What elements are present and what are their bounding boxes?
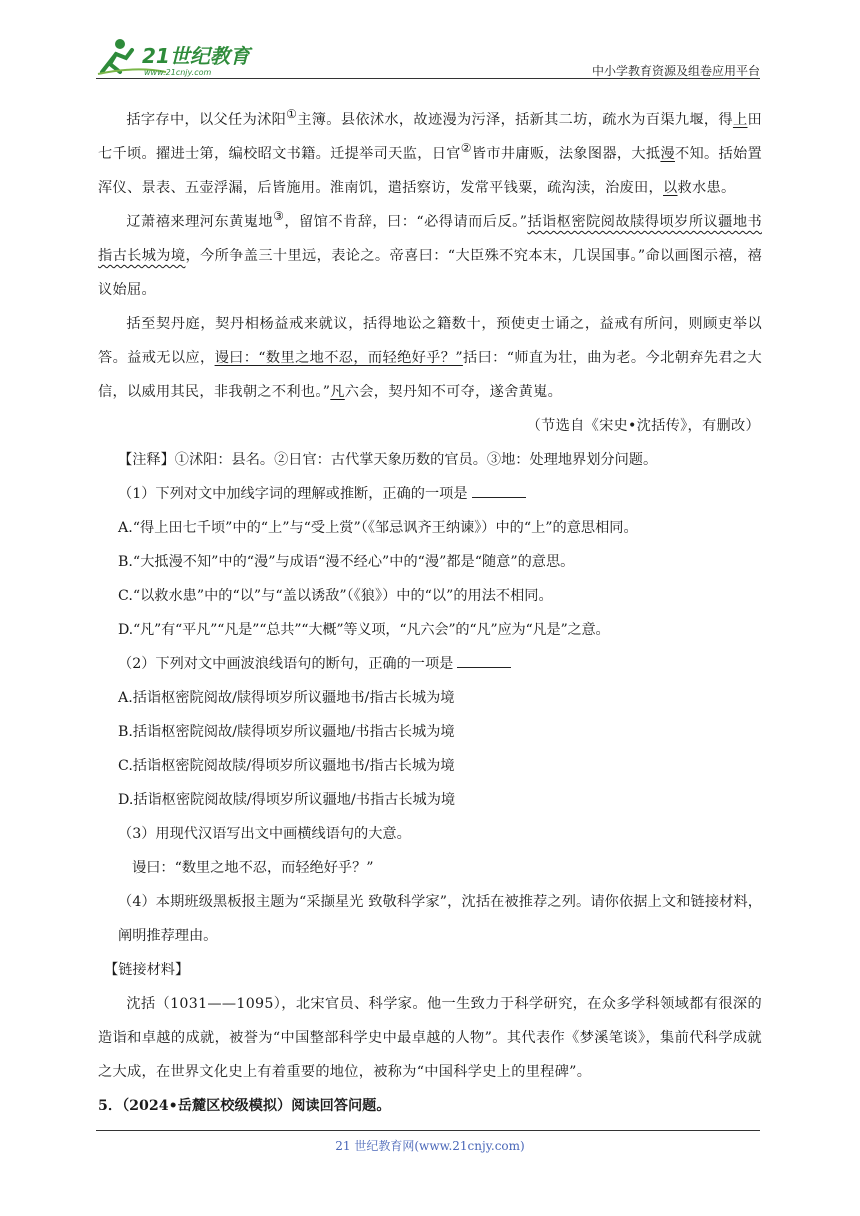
- q1-option-d: D.“凡”有“平凡”“凡是”“总共”“大概”等义项，“凡六会”的“凡”应为“凡是”之意。: [118, 622, 610, 638]
- svg-text:www.21cnjy.com: www.21cnjy.com: [144, 68, 212, 77]
- header-divider: [96, 78, 760, 79]
- question-3: （3）用现代汉语写出文中画横线语句的大意。: [118, 826, 411, 842]
- question-5: 5．（2024•岳麓区校级模拟）阅读回答问题。: [98, 1098, 391, 1114]
- q2-option-c: C.括诣枢密院阅故牍/得顷岁所议疆地书/指古长城为境: [118, 758, 455, 774]
- page-header: [96, 36, 760, 80]
- question-1: （1）下列对文中加线字词的理解或推断，正确的一项是: [98, 477, 762, 511]
- question-4: （4）本期班级黑板报主题为“采撷星光 致敬科学家”，沈括在被推荐之列。请你依据上文和链接材料，阐明推荐理由。: [118, 894, 762, 944]
- question-2: （2）下列对文中画波浪线语句的断句，正确的一项是: [98, 647, 762, 681]
- answer-blank: [472, 485, 526, 498]
- platform-name: 中小学教育资源及组卷应用平台: [591, 64, 760, 78]
- link-material-text: 沈括（1031——1095），北宋官员、科学家。他一生致力于科学研究，在众多学科领域都有很深的造诣和卓越的成就，被誉为“中国整部科学史中最卓越的人物”。其代表作《梦溪笔谈》，集前代科学成就之大成，在世界文化史上有着重要的地位，被称为“中国科学史上的里程碑”。: [98, 996, 762, 1080]
- q1-option-b: B.“大抵漫不知”中的“漫”与成语“漫不经心”中的“漫”都是“随意”的意思。: [118, 554, 575, 570]
- q1-option-c: C.“以救水患”中的“以”与“盖以诱敌”（《狼》）中的“以”的用法不相同。: [118, 588, 553, 604]
- link-material-title: 【链接材料】: [104, 962, 190, 978]
- passage-paragraph-3: 括至契丹庭，契丹相杨益戒来就议，括得地讼之籍数十，预使吏士诵之，益戒有所问，则顾吏举以答。益戒无以应，谩曰：“数里之地不忍，而轻绝好乎？”括曰：“师直为壮，曲为老。今北朝弃先君之大信，以威用其民，非我朝之不利也。”凡六会，契丹知不可夺，遂舍黄嵬。: [98, 316, 762, 400]
- passage-source: （节选自《宋史•沈括传》，有删改）: [526, 418, 760, 434]
- q2-option-d: D.括诣枢密院阅故牍/得顷岁所议疆地/书指古长城为境: [118, 792, 456, 808]
- footer-divider: [96, 1130, 760, 1131]
- answer-blank: [457, 655, 511, 668]
- underlined-sentence: 谩曰：“数里之地不忍，而轻绝好乎？”: [214, 350, 463, 366]
- notes: 【注释】①沭阳：县名。②日官：古代掌天象历数的官员。③地：处理地界划分问题。: [118, 452, 658, 468]
- question-3-quote: 谩曰：“数里之地不忍，而轻绝好乎？”: [132, 860, 374, 876]
- svg-text:21世纪教育: 21世纪教育: [142, 44, 250, 68]
- document-body: [98, 103, 762, 1123]
- passage-paragraph-1: 括字存中，以父任为沭阳①主簿。县依沭水，故迹漫为污泽，括新其二坊，疏水为百渠九堰，得上田七千顷。擢进士第，编校昭文书籍。迁提举司天监，日官②皆市井庸贩，法象图器，大抵漫不知。括始置浑仪、景表、五壶浮漏，后皆施用。淮南饥，遣括察访，发常平钱粟，疏沟渎，治废田，以救水患。: [98, 107, 762, 196]
- footer-text: 21 世纪教育网(www.21cnjy.com): [335, 1139, 525, 1153]
- logo-21cnjy: [96, 36, 266, 78]
- passage-paragraph-2: 辽萧禧来理河东黄嵬地③，留馆不肯辞，曰：“必得请而后反。”括诣枢密院阅故牍得顷岁所议疆地书指古长城为境，今所争盖三十里远，表论之。帝喜曰：“大臣殊不究本末，几误国事。”命以画图示禧，禧议始屈。: [98, 209, 762, 298]
- q2-option-a: A.括诣枢密院阅故/牍得顷岁所议疆地书/指古长城为境: [118, 690, 455, 706]
- q1-option-a: A.“得上田七千顷”中的“上”与“受上赏”（《邹忌讽齐王纳谏》）中的“上”的意思相同。: [118, 520, 638, 536]
- q2-option-b: B.括诣枢密院阅故/牍得顷岁所议疆地/书指古长城为境: [118, 724, 455, 740]
- wavy-line-sentence: 括诣枢密院阅故牍得顷岁所议疆地书指古长城为境: [98, 214, 762, 264]
